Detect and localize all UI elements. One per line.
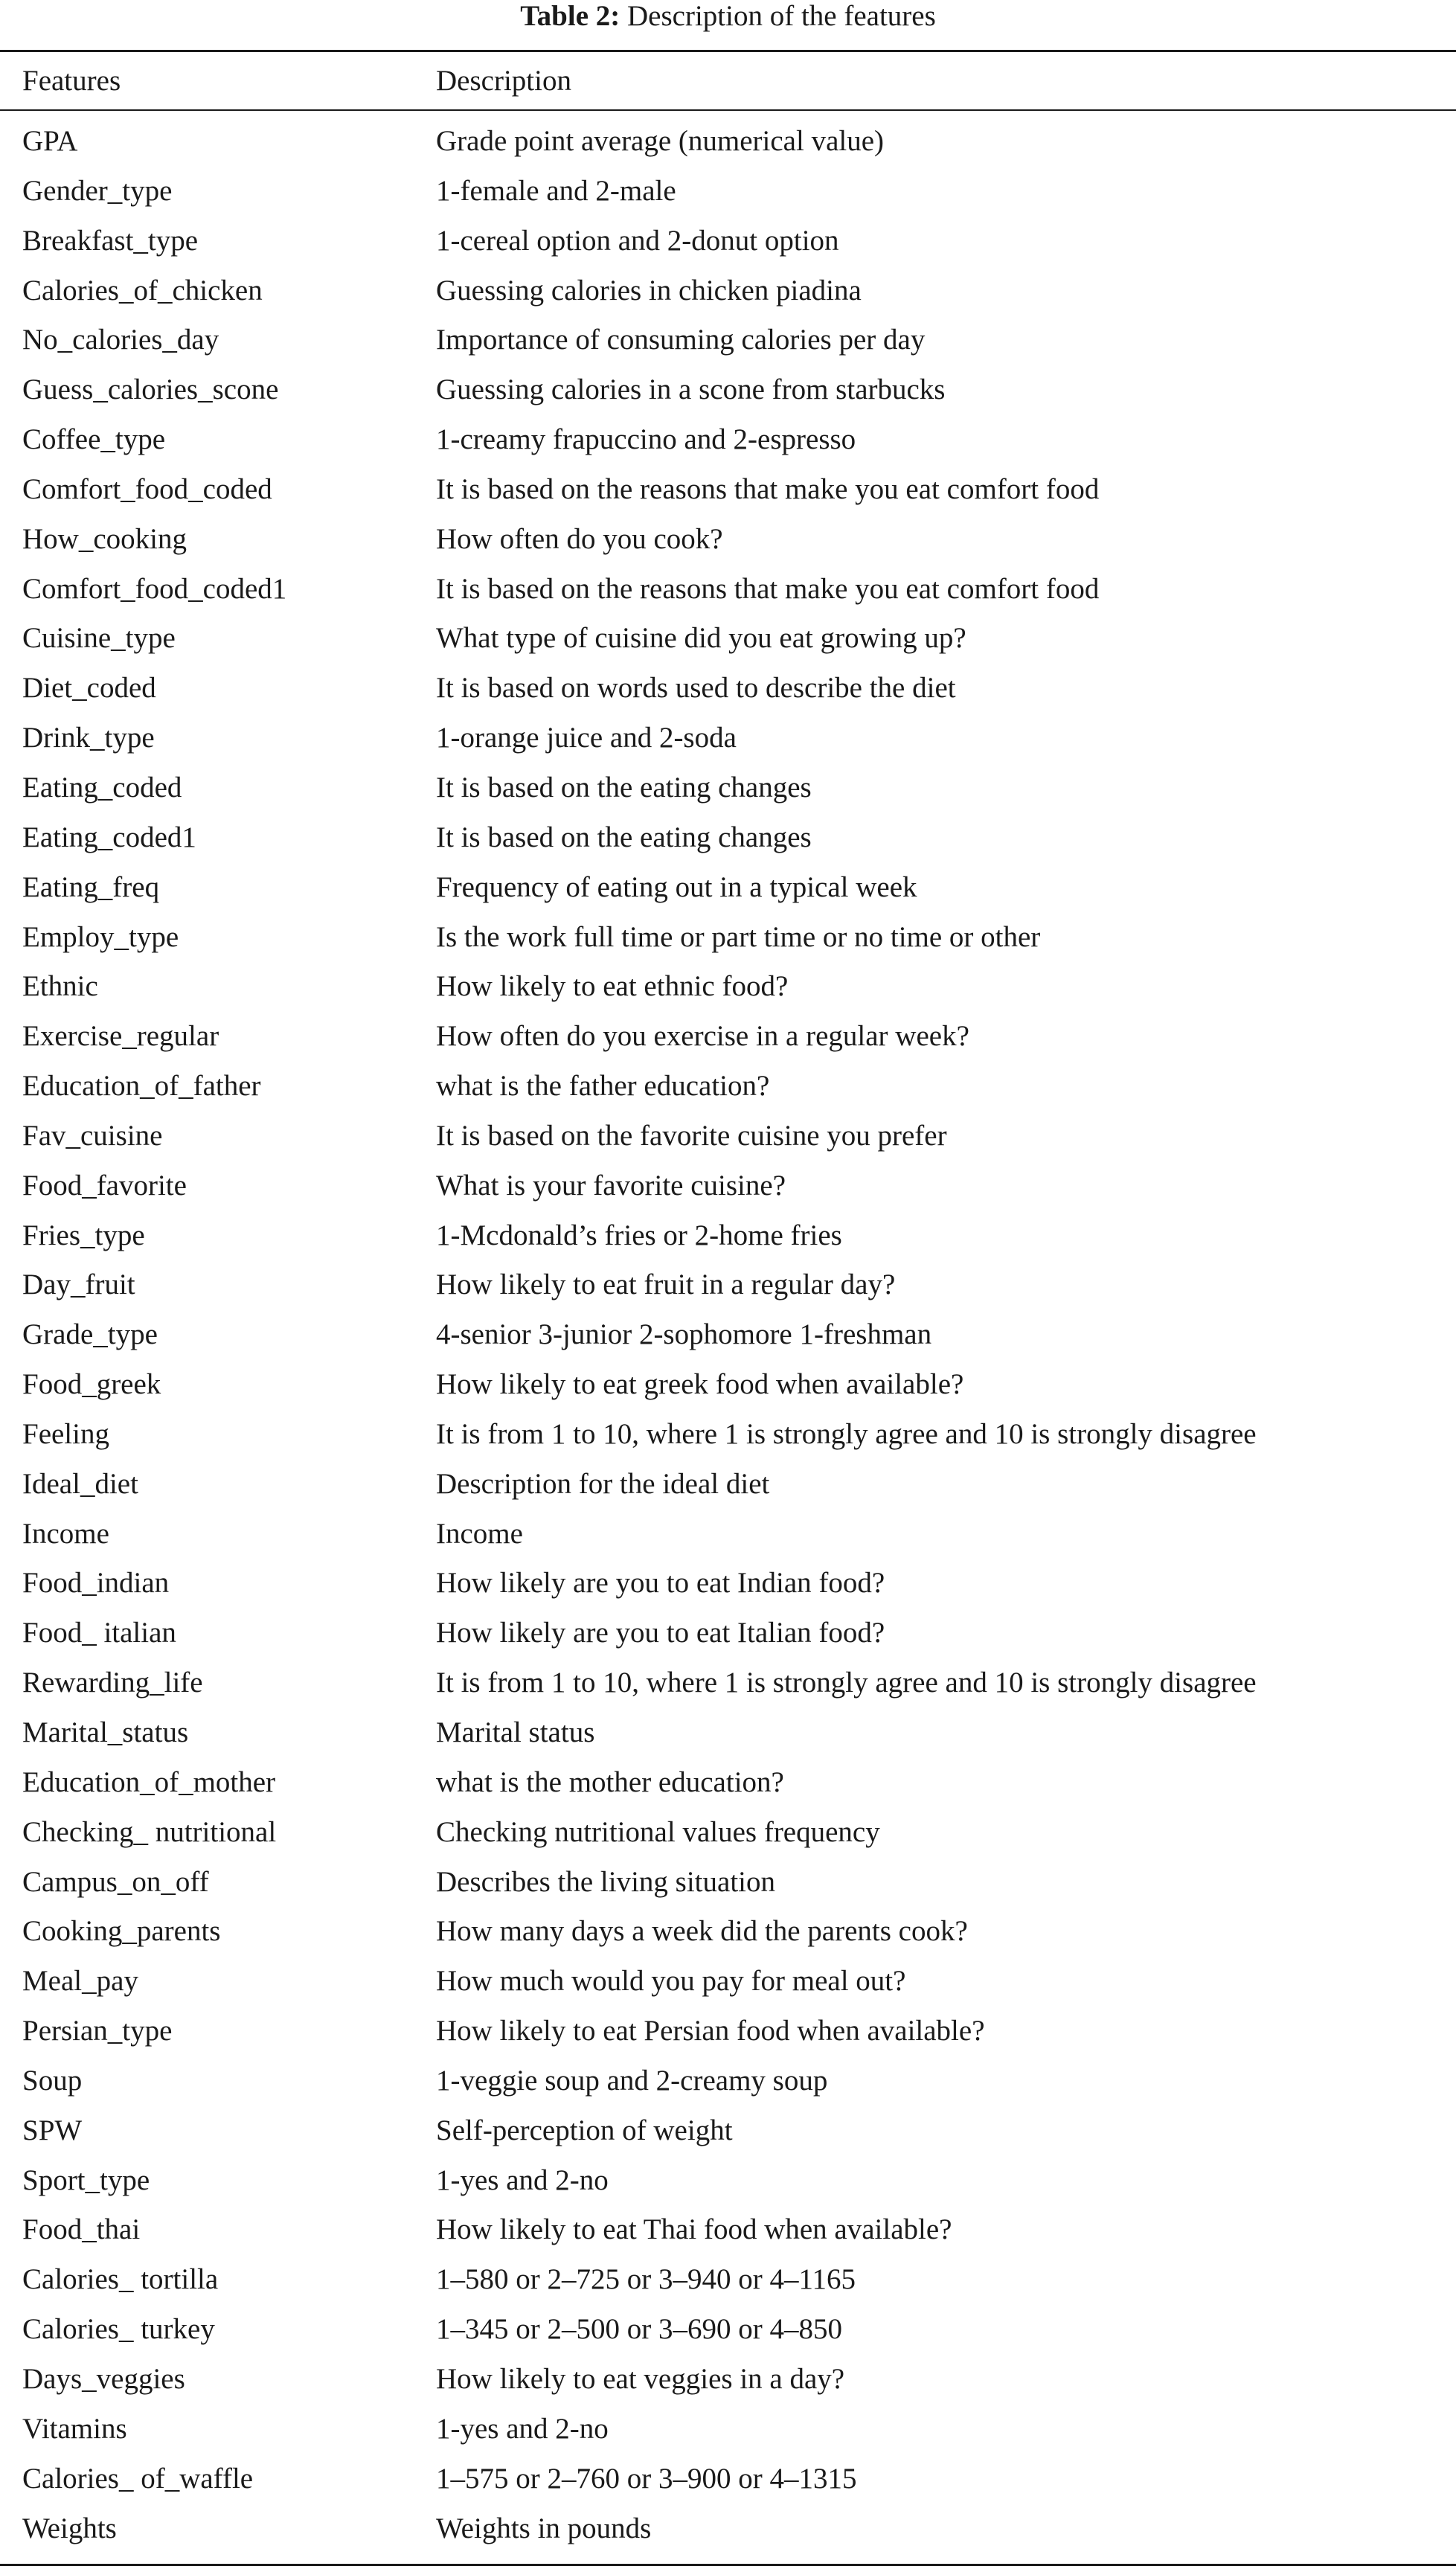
table-row — [0, 863, 1456, 913]
feature-cell: Food_thai — [22, 2213, 141, 2246]
description-cell: How many days a week did the parents cook? — [436, 1915, 968, 1948]
table-row — [0, 1758, 1456, 1808]
description-cell: How likely are you to eat Italian food? — [436, 1617, 885, 1649]
description-cell: It is based on the reasons that make you eat comfort food — [436, 472, 1100, 505]
feature-cell: Ideal_diet — [22, 1467, 138, 1500]
description-cell: How likely to eat fruit in a regular day? — [436, 1269, 896, 1301]
table-row — [0, 117, 1456, 167]
table-row — [0, 415, 1456, 465]
feature-cell: Income — [22, 1517, 109, 1550]
feature-cell: Drink_type — [22, 722, 155, 754]
feature-cell: Feeling — [22, 1417, 109, 1450]
table-row — [0, 2205, 1456, 2255]
feature-cell: No_calories_day — [22, 324, 219, 356]
feature-cell: Ethnic — [22, 970, 98, 1003]
feature-cell: Soup — [22, 2064, 83, 2097]
table-row — [0, 1858, 1456, 1908]
feature-cell: Coffee_type — [22, 423, 166, 456]
feature-cell: Calories_ of_waffle — [22, 2462, 254, 2495]
feature-cell: Marital_status — [22, 1716, 189, 1748]
feature-cell: Breakfast_type — [22, 224, 199, 257]
table-row — [0, 515, 1456, 565]
table-row — [0, 1609, 1456, 1658]
description-cell: Frequency of eating out in a typical week — [436, 870, 917, 903]
description-cell: 1-Mcdonald’s fries or 2-home fries — [436, 1219, 842, 1251]
table-row — [0, 217, 1456, 266]
table-row — [0, 565, 1456, 615]
description-cell: How likely to eat Persian food when available? — [436, 2015, 985, 2047]
description-cell: How likely to eat ethnic food? — [436, 970, 789, 1003]
description-cell: It is from 1 to 10, where 1 is strongly agree and 10 is strongly disagree — [436, 1417, 1257, 1450]
feature-cell: Rewarding_life — [22, 1667, 203, 1699]
feature-cell: Calories_ turkey — [22, 2313, 215, 2346]
feature-cell: Weights — [22, 2512, 117, 2544]
feature-cell: Food_greek — [22, 1368, 161, 1401]
table-row — [0, 1012, 1456, 1062]
description-cell: 1–575 or 2–760 or 3–900 or 4–1315 — [436, 2462, 857, 2495]
feature-cell: Cuisine_type — [22, 622, 176, 655]
description-cell: Marital status — [436, 1716, 595, 1748]
feature-cell: Eating_coded1 — [22, 821, 196, 853]
description-cell: How likely to eat veggies in a day? — [436, 2362, 845, 2395]
table-row — [0, 1510, 1456, 1559]
table-row — [0, 2056, 1456, 2106]
feature-cell: Calories_of_chicken — [22, 274, 263, 307]
table-header — [0, 57, 1456, 106]
table-row — [0, 2007, 1456, 2056]
top-rule — [0, 50, 1456, 52]
table-row — [0, 2156, 1456, 2206]
description-cell: what is the father education? — [436, 1070, 770, 1103]
description-cell: Weights in pounds — [436, 2512, 652, 2544]
feature-cell: Gender_type — [22, 174, 173, 207]
header-features: Features — [22, 65, 121, 97]
table-row — [0, 1161, 1456, 1211]
feature-cell: Fries_type — [22, 1219, 145, 1251]
feature-cell: SPW — [22, 2114, 83, 2146]
description-cell: It is based on the favorite cuisine you prefer — [436, 1119, 947, 1152]
description-cell: What type of cuisine did you eat growing up? — [436, 622, 966, 655]
description-cell: 1–580 or 2–725 or 3–940 or 4–1165 — [436, 2263, 856, 2296]
header-rule — [0, 109, 1456, 111]
description-cell: 1-yes and 2-no — [436, 2412, 609, 2445]
description-cell: 1-yes and 2-no — [436, 2164, 609, 2196]
table-caption — [0, 0, 1456, 41]
table-row — [0, 1410, 1456, 1460]
description-cell: Checking nutritional values frequency — [436, 1815, 880, 1848]
feature-cell: Exercise_regular — [22, 1020, 219, 1053]
table-row — [0, 167, 1456, 217]
table-row — [0, 2504, 1456, 2554]
feature-cell: Calories_ tortilla — [22, 2263, 219, 2296]
table-row — [0, 1658, 1456, 1708]
feature-cell: Vitamins — [22, 2412, 127, 2445]
table-row — [0, 1907, 1456, 1957]
table-row — [0, 763, 1456, 813]
description-cell: What is your favorite cuisine? — [436, 1169, 786, 1202]
table-body — [0, 117, 1456, 2553]
table-row — [0, 365, 1456, 415]
feature-cell: Employ_type — [22, 920, 179, 953]
description-cell: Guessing calories in chicken piadina — [436, 274, 862, 307]
feature-cell: Checking_ nutritional — [22, 1815, 277, 1848]
table-row — [0, 315, 1456, 365]
feature-cell: Eating_freq — [22, 870, 160, 903]
description-cell: Guessing calories in a scone from starbucks — [436, 373, 946, 406]
bottom-rule — [0, 2564, 1456, 2566]
table-caption-label: Table 2: — [520, 0, 620, 32]
table-row — [0, 1211, 1456, 1261]
feature-cell: Days_veggies — [22, 2362, 185, 2395]
table-row — [0, 2305, 1456, 2355]
description-cell: How often do you exercise in a regular week? — [436, 1020, 969, 1053]
description-cell: Income — [436, 1517, 523, 1550]
feature-cell: Grade_type — [22, 1318, 158, 1351]
description-cell: How likely are you to eat Indian food? — [436, 1567, 885, 1600]
description-cell: 1-cereal option and 2-donut option — [436, 224, 839, 257]
description-cell: It is based on the reasons that make you eat comfort food — [436, 572, 1100, 605]
table-row — [0, 1808, 1456, 1858]
feature-cell: Education_of_father — [22, 1070, 261, 1103]
table-row — [0, 2405, 1456, 2454]
table-row — [0, 1460, 1456, 1510]
description-cell: Importance of consuming calories per day — [436, 324, 926, 356]
feature-cell: Sport_type — [22, 2164, 150, 2196]
table-row — [0, 1708, 1456, 1758]
table-row — [0, 1062, 1456, 1112]
feature-cell: Food_ italian — [22, 1617, 176, 1649]
feature-cell: Persian_type — [22, 2015, 173, 2047]
table-row — [0, 2454, 1456, 2504]
feature-cell: Campus_on_off — [22, 1865, 209, 1898]
table-row — [0, 1360, 1456, 1410]
table-row — [0, 913, 1456, 963]
table-row — [0, 664, 1456, 713]
description-cell: 1-veggie soup and 2-creamy soup — [436, 2064, 828, 2097]
description-cell: Self-perception of weight — [436, 2114, 733, 2146]
description-cell: what is the mother education? — [436, 1765, 784, 1798]
table-row — [0, 266, 1456, 316]
table-row — [0, 2355, 1456, 2405]
table-row — [0, 713, 1456, 763]
table-row — [0, 1957, 1456, 2007]
feature-cell: GPA — [22, 125, 78, 157]
table-row — [0, 1559, 1456, 1609]
header-description: Description — [436, 65, 571, 97]
description-cell: Grade point average (numerical value) — [436, 125, 885, 157]
description-cell: Is the work full time or part time or no time or other — [436, 920, 1041, 953]
description-cell: Describes the living situation — [436, 1865, 776, 1898]
description-cell: Description for the ideal diet — [436, 1467, 770, 1500]
description-cell: 1–345 or 2–500 or 3–690 or 4–850 — [436, 2313, 842, 2346]
description-cell: It is based on the eating changes — [436, 771, 812, 804]
feature-cell: Meal_pay — [22, 1965, 138, 1998]
feature-cell: Education_of_mother — [22, 1765, 276, 1798]
feature-cell: Diet_coded — [22, 672, 156, 705]
table-row — [0, 614, 1456, 664]
feature-cell: Guess_calories_scone — [22, 373, 279, 406]
description-cell: How likely to eat greek food when available? — [436, 1368, 964, 1401]
feature-cell: Food_indian — [22, 1567, 170, 1600]
feature-cell: Comfort_food_coded — [22, 472, 272, 505]
table-row — [0, 1112, 1456, 1161]
feature-cell: Cooking_parents — [22, 1915, 221, 1948]
description-cell: It is based on words used to describe the diet — [436, 672, 956, 705]
table-row — [0, 962, 1456, 1012]
description-cell: 4-senior 3-junior 2-sophomore 1-freshman — [436, 1318, 932, 1351]
description-cell: It is from 1 to 10, where 1 is strongly agree and 10 is strongly disagree — [436, 1667, 1257, 1699]
table-row — [0, 2255, 1456, 2305]
table-row — [0, 1310, 1456, 1360]
description-cell: How often do you cook? — [436, 522, 723, 555]
description-cell: How likely to eat Thai food when available? — [436, 2213, 952, 2246]
description-cell: 1-creamy frapuccino and 2-espresso — [436, 423, 856, 456]
feature-cell: How_cooking — [22, 522, 187, 555]
description-cell: 1-female and 2-male — [436, 174, 676, 207]
table-caption-text: Description of the features — [627, 0, 936, 32]
description-cell: How much would you pay for meal out? — [436, 1965, 906, 1998]
table-row — [0, 1260, 1456, 1310]
feature-cell: Eating_coded — [22, 771, 182, 804]
description-cell: 1-orange juice and 2-soda — [436, 722, 737, 754]
table-row — [0, 465, 1456, 515]
description-cell: It is based on the eating changes — [436, 821, 812, 853]
feature-cell: Fav_cuisine — [22, 1119, 163, 1152]
feature-cell: Comfort_food_coded1 — [22, 572, 287, 605]
feature-cell: Day_fruit — [22, 1269, 135, 1301]
feature-cell: Food_favorite — [22, 1169, 187, 1202]
table-row — [0, 2106, 1456, 2156]
table-row — [0, 813, 1456, 863]
